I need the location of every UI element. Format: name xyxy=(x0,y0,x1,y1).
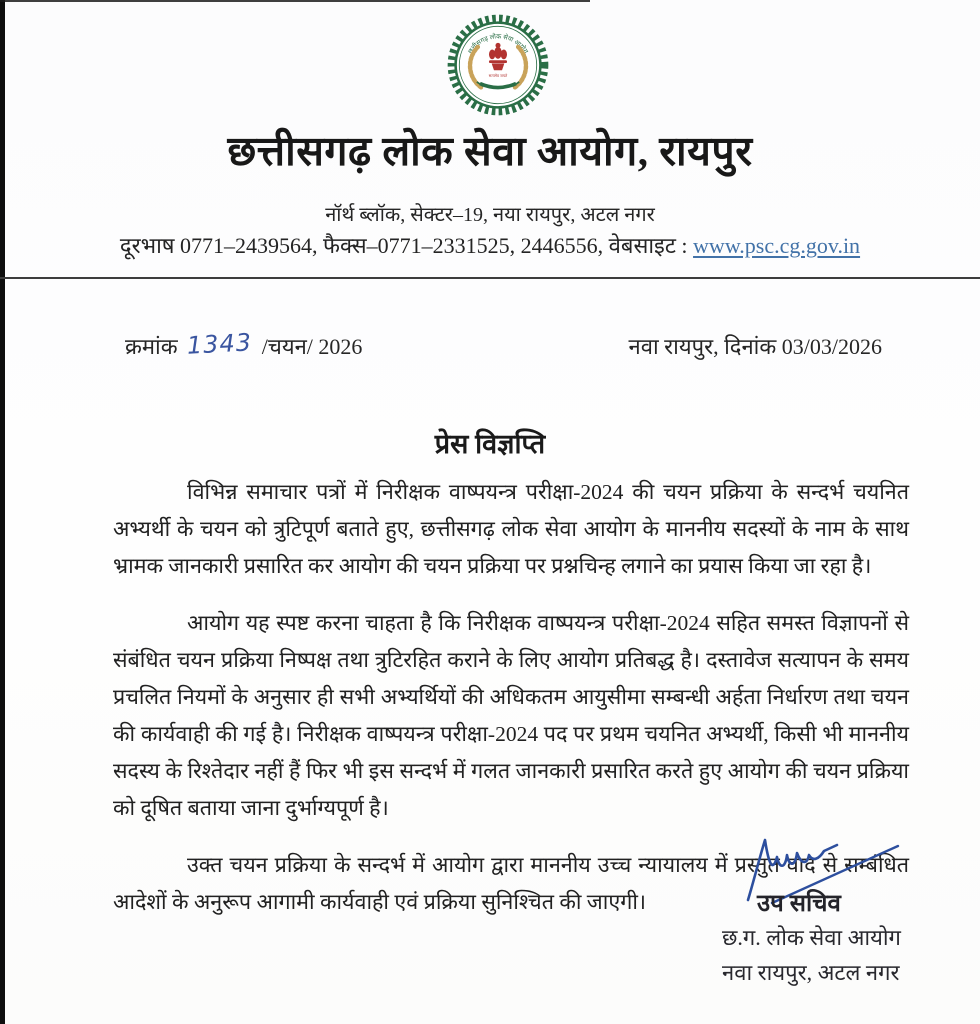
reference-number xyxy=(125,328,363,361)
org-contact-line xyxy=(0,230,980,260)
signatory-place: नवा रायपुर, अटल नगर xyxy=(722,960,900,985)
ref-number-handwritten: 1343 xyxy=(186,328,253,360)
scan-border-top xyxy=(0,0,590,2)
cg-psc-emblem-seal-icon xyxy=(442,12,554,118)
ref-suffix: /चयन/ 2026 xyxy=(261,334,363,359)
header-divider xyxy=(0,277,980,279)
place-date: नवा रायपुर, दिनांक 03/03/2026 xyxy=(628,334,882,359)
ref-prefix: क्रमांक xyxy=(125,334,178,359)
press-release-title: प्रेस विज्ञप्ति xyxy=(434,429,546,459)
org-name-heading: छत्तीसगढ़ लोक सेवा आयोग, रायपुर xyxy=(227,128,753,174)
signatory-designation: उप सचिव xyxy=(757,891,841,917)
paragraph-3: उक्त चयन प्रक्रिया के सन्दर्भ में आयोग द्वारा माननीय उच्च न्यायालय में प्रस्तुत वाद से सम्बंधित आदेशों के अनुरूप आगामी कार्यवाही एवं प्रक्रिया सुनिश्चित की जाएगी। xyxy=(113,853,909,914)
svg-text:छत्तीसगढ़ लोक सेवा आयोग: छत्तीसगढ़ लोक सेवा आयोग xyxy=(467,33,529,56)
paragraph-1: विभिन्न समाचार पत्रों में निरीक्षक वाष्पयन्त्र परीक्षा-2024 की चयन प्रक्रिया के सन्दर्भ चयनित अभ्यर्थी के चयन को त्रुटिपूर्ण बताते हुए, छत्तीसगढ़ लोक सेवा आयोग के माननीय सदस्यों के नाम के साथ भ्रामक जानकारी प्रसारित कर आयोग की चयन प्रक्रिया पर प्रश्नचिन्ह लगाने का प्रयास किया जा रहा है। xyxy=(113,480,909,578)
contact-text: दूरभाष 0771–2439564, फैक्स–0771–2331525, 2446556, वेबसाइट : xyxy=(119,233,694,258)
website-link[interactable]: www.psc.cg.gov.in xyxy=(693,233,861,258)
org-address: नॉर्थ ब्लॉक, सेक्टर–19, नया रायपुर, अटल नगर xyxy=(325,204,655,226)
paragraph-2: आयोग यह स्पष्ट करना चाहता है कि निरीक्षक वाष्पयन्त्र परीक्षा-2024 सहित समस्त विज्ञापनों से संबंधित चयन प्रक्रिया निष्पक्ष तथा त्रुटिरहित कराने के लिए आयोग प्रतिबद्ध है। दस्तावेज सत्यापन के समय प्रचलित नियमों के अनुसार ही सभी अभ्यर्थियों की अधिकतम आयुसीमा सम्बन्धी अर्हता निर्धारण तथा चयन की कार्यवाही की गई है। निरीक्षक वाष्पयन्त्र परीक्षा-2024 पद पर प्रथम चयनित अभ्यर्थी, किसी भी माननीय सदस्य के रिश्तेदार नहीं हैं फिर भी इस सन्दर्भ में गलत जानकारी प्रसारित करते हुए आयोग की चयन प्रक्रिया को दूषित बताया जाना दुर्भाग्यपूर्ण है। xyxy=(113,611,909,820)
meta-row xyxy=(0,328,980,361)
svg-text:सत्यमेव जयते: सत्यमेव जयते xyxy=(488,74,508,79)
signatory-org: छ.ग. लोक सेवा आयोग xyxy=(722,925,901,950)
